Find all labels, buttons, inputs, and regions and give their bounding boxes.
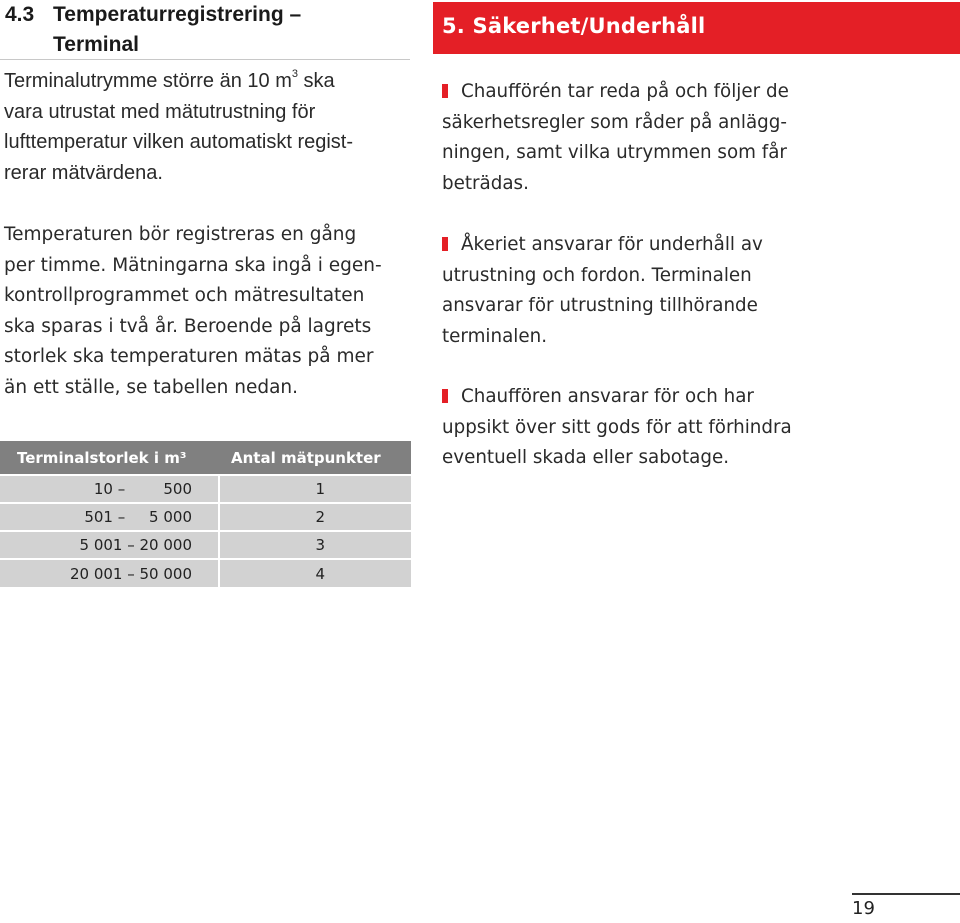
section-number: 4.3 [5, 3, 35, 26]
banner-title: 5. Säkerhet/Underhåll [442, 14, 706, 38]
red-bullet-icon [442, 237, 448, 251]
section-banner [433, 2, 960, 54]
para2-line: per timme. Mätningarna ska ingå i egen- [4, 254, 382, 276]
table-header-row [0, 441, 411, 475]
bullet-line: Chaufförén tar reda på och följer de [461, 81, 789, 102]
para1-line: lufttemperatur vilken automatiskt regist- [4, 131, 354, 153]
cell-point-count: 1 [219, 475, 411, 503]
red-bullet-icon [442, 389, 448, 403]
para1-text-end: ska [298, 70, 335, 92]
para1-line: rerar mätvärdena. [4, 161, 163, 184]
bullet-line: ansvarar för utrustning tillhörande [442, 295, 758, 316]
cell-size-range: 10 – 500 [0, 475, 219, 503]
para2-line: storlek ska temperaturen mätas på mer [4, 346, 374, 367]
para2-line: Temperaturen bör registreras en gång [4, 224, 357, 245]
heading-divider [0, 59, 410, 60]
section-title-line2: Terminal [53, 33, 139, 56]
cell-point-count: 4 [219, 559, 411, 587]
bullet-item-cargo-supervision [442, 382, 852, 474]
bullet-line: uppsikt över sitt gods för att förhindra [442, 416, 792, 438]
bullet-line: Chauffören ansvarar för och har [461, 386, 754, 407]
table-row [0, 503, 411, 531]
paragraph-registration [4, 220, 416, 403]
para2-line: ska sparas i två år. Beroende på lagrets [4, 315, 372, 337]
bullet-item-safety-rules [442, 77, 852, 199]
cell-point-count: 3 [219, 531, 411, 559]
superscript-3: 3 [291, 68, 298, 80]
para1-line: vara utrustat med mätutrustning för [4, 100, 316, 123]
para1-text-start: Terminalutrymme större än 10 m [4, 70, 292, 92]
cell-size-range: 20 001 – 50 000 [0, 559, 219, 587]
table-row [0, 559, 411, 587]
bullet-line: Åkeriet ansvarar för underhåll av [461, 234, 763, 255]
bullet-line: terminalen. [442, 325, 548, 347]
red-bullet-icon [442, 84, 448, 98]
table-row [0, 475, 411, 503]
bullet-line: eventuell skada eller sabotage. [442, 447, 730, 468]
bullet-line: utrustning och fordon. Terminalen [442, 264, 752, 286]
header-terminal-size: Terminalstorlek i m³ [0, 441, 219, 475]
table-row [0, 531, 411, 559]
bullet-line: beträdas. [442, 172, 529, 194]
measurement-points-table [0, 441, 411, 587]
footer-divider [852, 893, 960, 895]
bullet-line: säkerhetsregler som råder på anlägg- [442, 111, 787, 133]
para2-line: kontrollprogrammet och mätresultaten [4, 285, 365, 306]
bullet-line: ningen, samt vilka utrymmen som får [442, 142, 787, 163]
header-measurement-points: Antal mätpunkter [219, 441, 411, 475]
page-number: 19 [852, 898, 875, 919]
para2-line: än ett ställe, se tabellen nedan. [4, 376, 299, 398]
cell-size-range: 5 001 – 20 000 [0, 531, 219, 559]
bullet-item-maintenance [442, 230, 852, 352]
cell-point-count: 2 [219, 503, 411, 531]
cell-size-range: 501 – 5 000 [0, 503, 219, 531]
paragraph-measuring-equipment [4, 66, 414, 188]
section-heading [5, 0, 410, 60]
section-title-line1: Temperaturregistrering – [53, 3, 302, 26]
